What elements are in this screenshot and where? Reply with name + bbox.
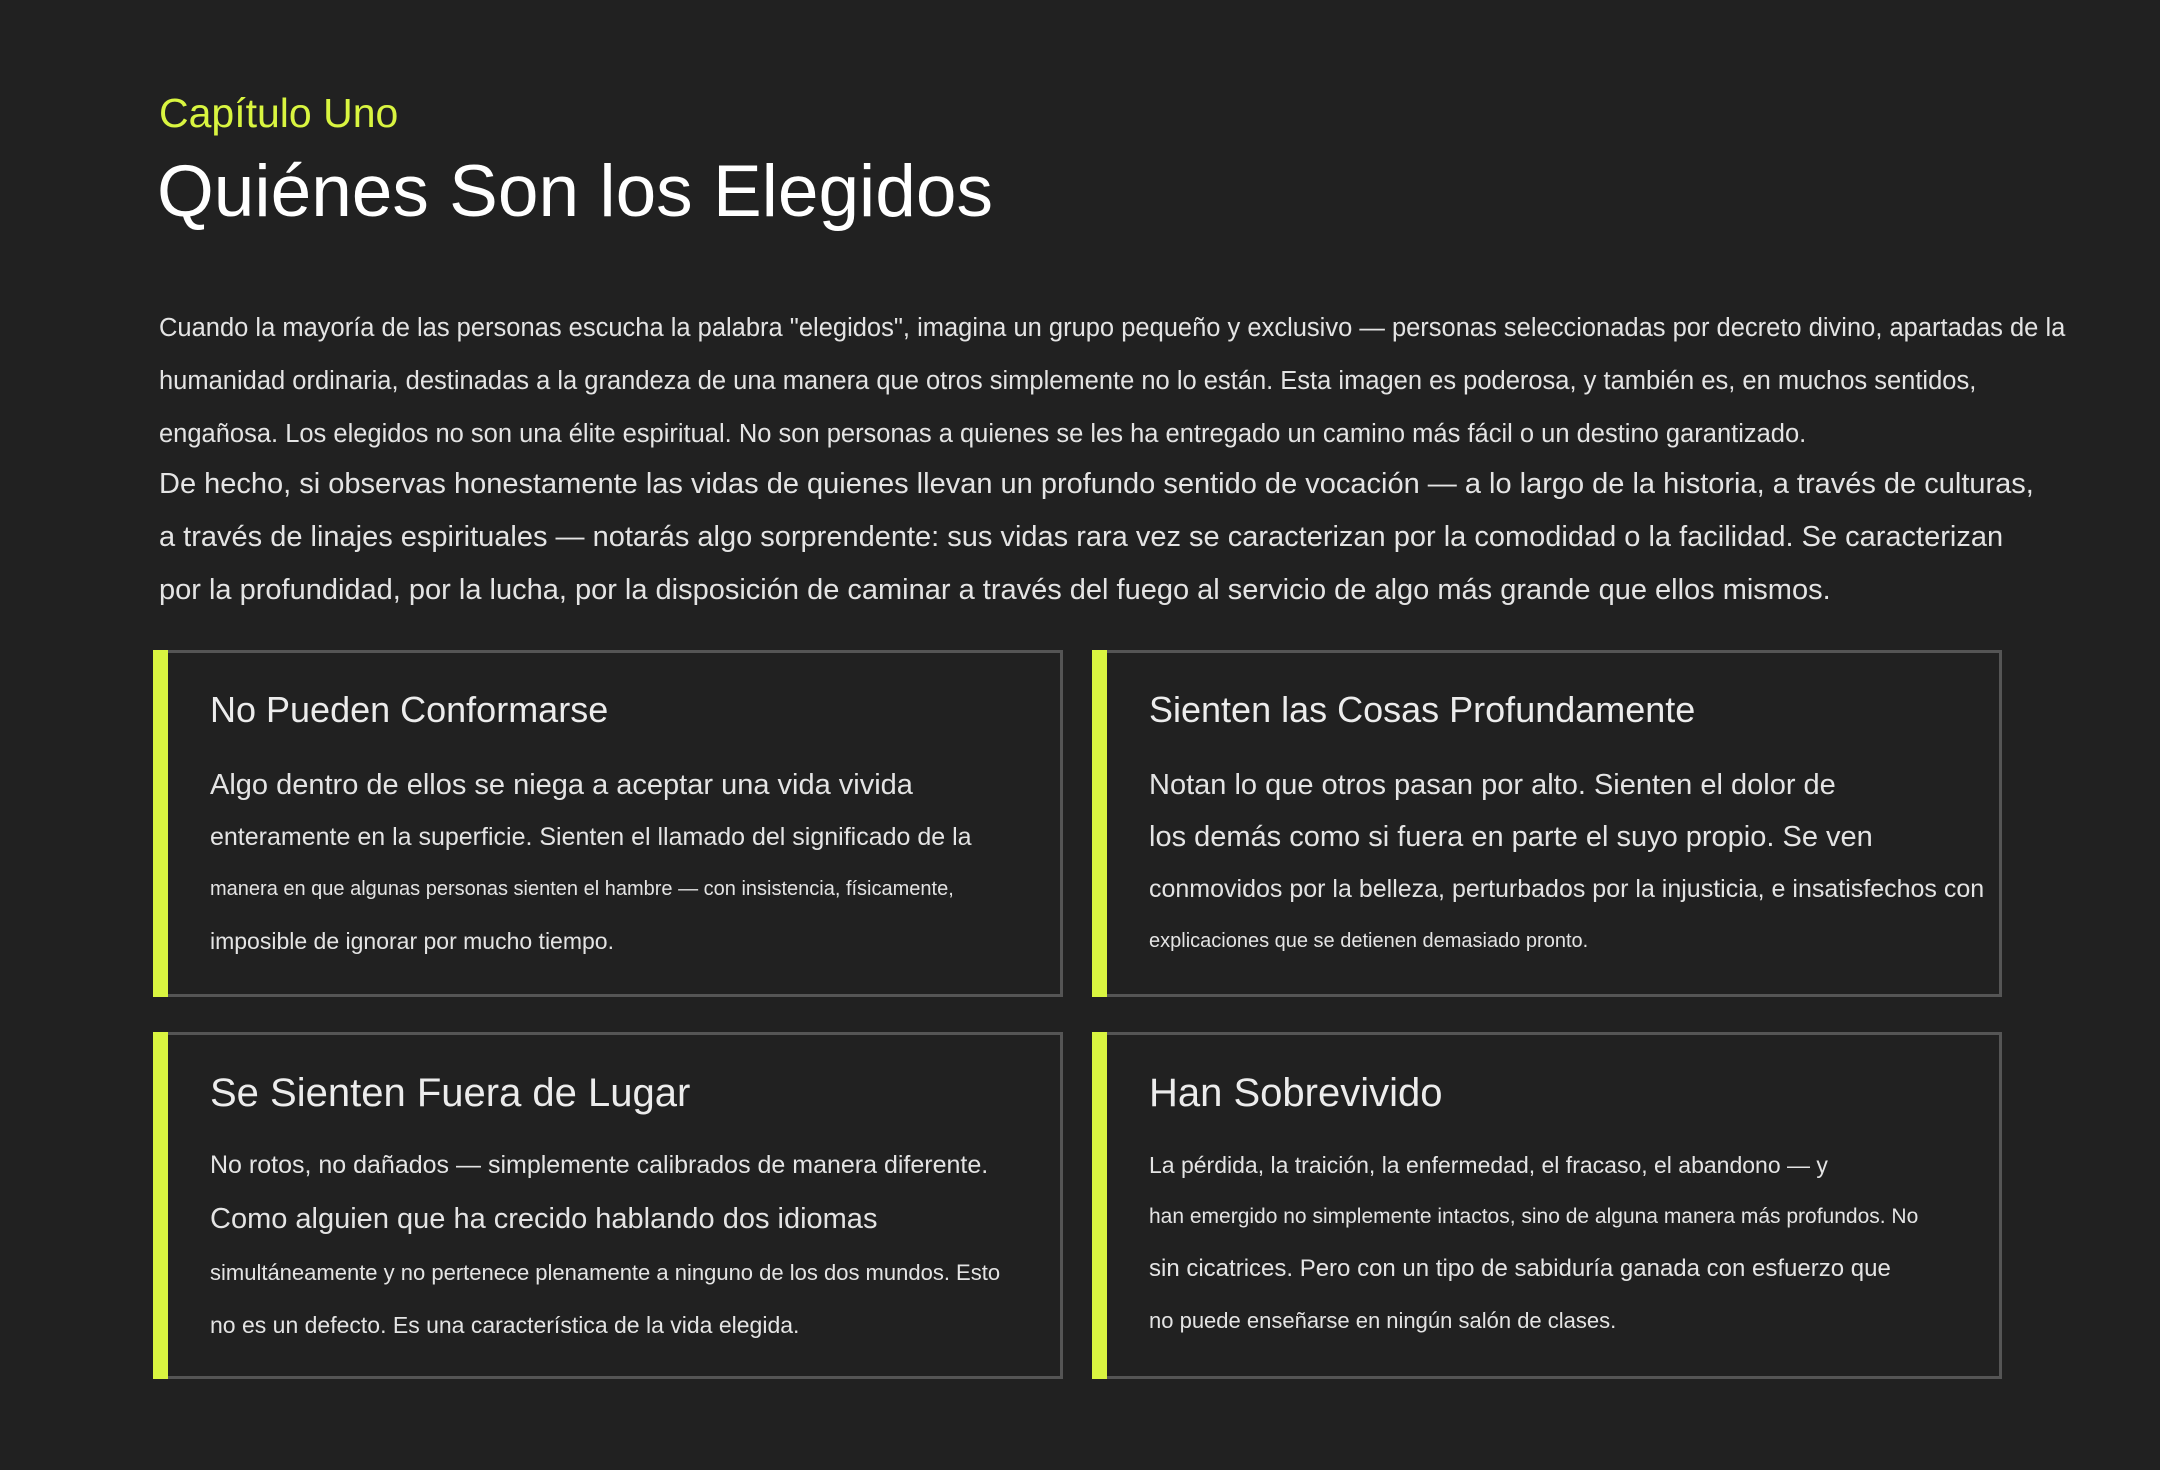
trait-card-fuera-de-lugar (159, 1032, 1063, 1379)
card-body-line: han emergido no simplemente intactos, sino de alguna manera más profundos. No (1149, 1205, 1919, 1228)
card-body-line: enteramente en la superficie. Sienten el llamado del significado de la (210, 823, 972, 851)
card-accent-bar (153, 1032, 168, 1379)
chapter-label: Capítulo Uno (159, 90, 399, 136)
card-body-line: Algo dentro de ellos se niega a aceptar una vida vivida (210, 769, 913, 801)
card-title: Sienten las Cosas Profundamente (1149, 689, 1696, 730)
intro-paragraph-1 (159, 302, 2066, 461)
intro-line: a través de linajes espirituales — notarás algo sorprendente: sus vidas rara vez se caracterizan por la comodidad o la facilidad. Se caracterizan (159, 521, 2004, 553)
card-body-line: No rotos, no dañados — simplemente calibrados de manera diferente. (210, 1151, 989, 1179)
card-body-line: Notan lo que otros pasan por alto. Sienten el dolor de (1149, 769, 1836, 801)
card-body-line: imposible de ignorar por mucho tiempo. (210, 928, 614, 954)
card-accent-bar (153, 650, 168, 997)
card-title: No Pueden Conformarse (210, 689, 609, 730)
trait-card-sienten-profundamente (1098, 650, 2002, 997)
card-body-line: sin cicatrices. Pero con un tipo de sabiduría ganada con esfuerzo que (1149, 1255, 1891, 1282)
intro-line: De hecho, si observas honestamente las vidas de quienes llevan un profundo sentido de vocación — a lo largo de la historia, a través de culturas, (159, 468, 2034, 500)
card-body-line: explicaciones que se detienen demasiado pronto. (1149, 930, 1589, 952)
trait-card-no-pueden-conformarse (159, 650, 1063, 997)
intro-line: por la profundidad, por la lucha, por la disposición de caminar a través del fuego al servicio de algo más grande que ellos mismos. (159, 574, 1831, 606)
card-body-line: Como alguien que ha crecido hablando dos idiomas (210, 1203, 878, 1235)
intro-line: humanidad ordinaria, destinadas a la grandeza de una manera que otros simplemente no lo están. Esta imagen es poderosa, y también es, en muchos sentidos, (159, 367, 1977, 395)
card-body-line: conmovidos por la belleza, perturbados por la injusticia, e insatisfechos con (1149, 875, 1985, 903)
card-body-line: no puede enseñarse en ningún salón de clases. (1149, 1308, 1617, 1333)
card-body (210, 1139, 1000, 1351)
card-body-line: simultáneamente y no pertenece plenamente a ninguno de los dos mundos. Esto (210, 1260, 1001, 1285)
card-accent-bar (1092, 1032, 1107, 1379)
card-body (210, 759, 972, 967)
intro-line: Cuando la mayoría de las personas escucha la palabra "elegidos", imagina un grupo pequeño y exclusivo — personas seleccionadas por decreto divino, apartadas de la (159, 314, 2066, 342)
card-body (1149, 1139, 1918, 1347)
card-accent-bar (1092, 650, 1107, 997)
card-body-line: La pérdida, la traición, la enfermedad, el fracaso, el abandono — y (1149, 1152, 1828, 1178)
intro-paragraph-2 (159, 458, 2034, 617)
card-body (1149, 759, 1984, 967)
page-title: Quiénes Son los Elegidos (157, 151, 993, 232)
intro-line: engañosa. Los elegidos no son una élite espiritual. No son personas a quienes se les ha entregado un camino más fácil o un destino garantizado. (159, 420, 1807, 448)
trait-card-han-sobrevivido (1098, 1032, 2002, 1379)
card-title: Han Sobrevivido (1149, 1071, 1443, 1115)
card-body-line: los demás como si fuera en parte el suyo propio. Se ven (1149, 821, 1873, 853)
card-title: Se Sienten Fuera de Lugar (210, 1071, 691, 1115)
card-body-line: no es un defecto. Es una característica de la vida elegida. (210, 1312, 800, 1338)
card-body-line: manera en que algunas personas sienten el hambre — con insistencia, físicamente, (210, 878, 954, 900)
